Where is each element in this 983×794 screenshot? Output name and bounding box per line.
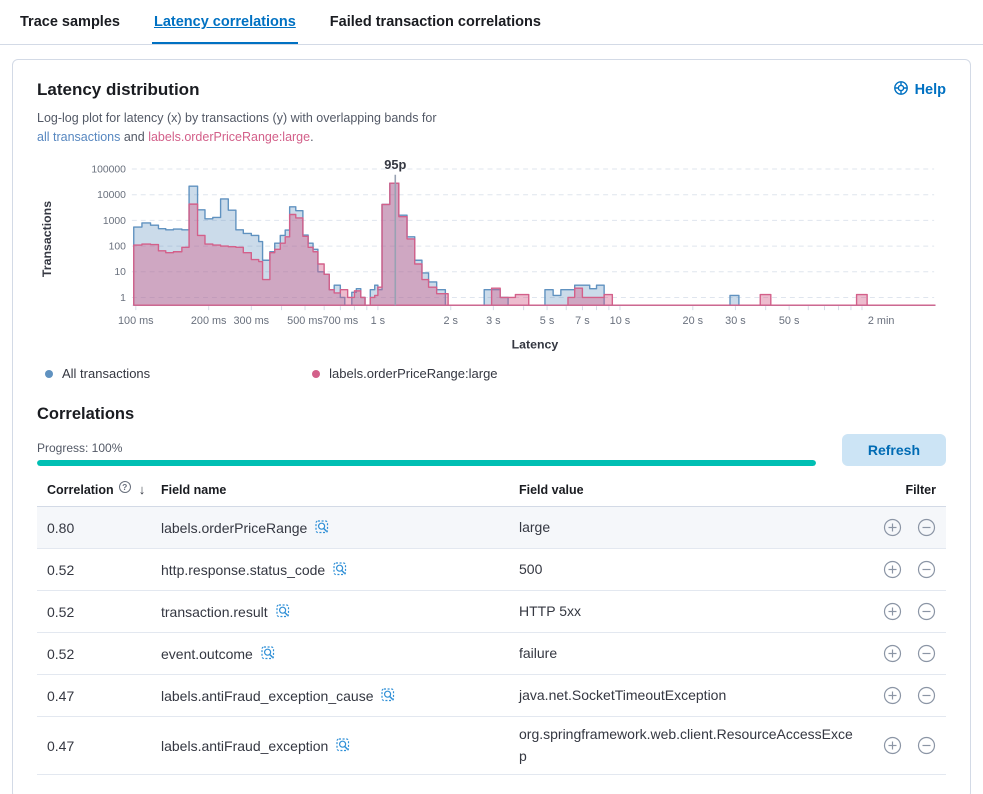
legend-item-order-price-range[interactable]	[312, 366, 497, 381]
svg-text:1: 1	[120, 292, 126, 304]
legend-dot-pink-icon	[312, 370, 320, 378]
svg-text:500 ms: 500 ms	[287, 314, 323, 327]
help-icon	[893, 80, 909, 100]
tab-trace-samples[interactable]: Trace samples	[20, 14, 120, 30]
svg-text:300 ms: 300 ms	[233, 314, 270, 327]
filter-include-icon[interactable]	[883, 518, 902, 537]
field-value: large	[519, 518, 551, 535]
chart-description-text: Log-log plot for latency (x) by transactions (y) with overlapping bands for	[37, 111, 437, 125]
svg-text:2 s: 2 s	[443, 314, 458, 327]
svg-text:10000: 10000	[97, 189, 126, 201]
field-statistics-icon[interactable]	[336, 738, 351, 753]
correlation-value: 0.52	[47, 603, 75, 620]
svg-text:95p: 95p	[384, 156, 407, 172]
legend-label: All transactions	[62, 366, 151, 382]
filter-exclude-icon[interactable]	[917, 602, 936, 621]
filter-exclude-icon[interactable]	[917, 560, 936, 579]
svg-text:1 s: 1 s	[370, 314, 386, 327]
column-header-filter: Filter	[905, 482, 936, 497]
latency-correlations-panel	[12, 59, 971, 794]
correlation-value: 0.52	[47, 561, 75, 578]
svg-text:7 s: 7 s	[575, 314, 590, 327]
column-header-field-name: Field name	[161, 482, 227, 497]
correlation-value: 0.47	[47, 687, 75, 704]
progress-bar	[37, 460, 816, 466]
period-text: .	[310, 129, 314, 144]
correlations-table-body	[37, 507, 946, 775]
field-name-value: labels.orderPriceRange	[161, 519, 308, 536]
filter-include-icon[interactable]	[883, 686, 902, 705]
sort-descending-icon[interactable]: ↓	[138, 482, 146, 498]
filter-exclude-icon[interactable]	[917, 686, 936, 705]
order-price-range-link[interactable]: labels.orderPriceRange:large	[148, 129, 311, 144]
field-name-value: event.outcome	[161, 645, 253, 662]
field-statistics-icon[interactable]	[333, 562, 348, 577]
refresh-button[interactable]: Refresh	[842, 434, 946, 466]
svg-text:10: 10	[114, 266, 126, 278]
svg-text:3 s: 3 s	[486, 314, 501, 327]
info-icon[interactable]: ?	[119, 481, 131, 493]
svg-text:10 s: 10 s	[609, 314, 631, 327]
help-label: Help	[914, 82, 946, 98]
filter-include-icon[interactable]	[883, 602, 902, 621]
field-value: 500	[519, 560, 543, 577]
field-name-value: labels.antiFraud_exception_cause	[161, 687, 374, 704]
correlation-header-label: Correlation	[47, 482, 114, 497]
filter-include-icon[interactable]	[883, 736, 902, 755]
table-row[interactable]	[37, 717, 946, 775]
latency-distribution-chart[interactable]	[37, 157, 946, 357]
svg-text:100000: 100000	[91, 163, 126, 175]
correlation-value: 0.47	[47, 737, 75, 754]
legend-item-all-transactions[interactable]	[45, 366, 150, 381]
tab-bar	[0, 0, 983, 45]
svg-text:1000: 1000	[102, 215, 126, 227]
filter-exclude-icon[interactable]	[917, 736, 936, 755]
latency-chart-svg	[37, 157, 946, 357]
help-link[interactable]	[893, 80, 946, 100]
field-statistics-icon[interactable]	[315, 520, 330, 535]
svg-text:100 ms: 100 ms	[118, 314, 154, 327]
filter-exclude-icon[interactable]	[917, 518, 936, 537]
progress-label: Progress: 100%	[37, 441, 123, 456]
correlations-table	[37, 482, 946, 775]
field-statistics-icon[interactable]	[276, 604, 291, 619]
and-text: and	[120, 129, 149, 144]
filter-include-icon[interactable]	[883, 560, 902, 579]
legend-dot-blue-icon	[45, 370, 53, 378]
svg-text:50 s: 50 s	[778, 314, 800, 327]
field-value: failure	[519, 644, 558, 661]
field-value: org.springframework.web.client.ResourceAccessExcep	[519, 726, 853, 764]
svg-text:Latency: Latency	[511, 337, 559, 352]
progress-bar-fill	[37, 460, 816, 466]
svg-text:200 ms: 200 ms	[190, 314, 227, 327]
all-transactions-link[interactable]: all transactions	[37, 129, 121, 144]
field-value: HTTP 5xx	[519, 602, 581, 619]
field-name-value: transaction.result	[161, 603, 268, 620]
legend-label: labels.orderPriceRange:large	[329, 366, 498, 382]
filter-exclude-icon[interactable]	[917, 644, 936, 663]
column-header-correlation[interactable]	[47, 482, 161, 497]
page-title: Latency distribution	[37, 80, 200, 99]
correlations-heading: Correlations	[37, 405, 135, 424]
correlation-value: 0.80	[47, 519, 75, 536]
filter-include-icon[interactable]	[883, 644, 902, 663]
svg-text:30 s: 30 s	[725, 314, 746, 327]
progress-row	[37, 434, 946, 466]
field-statistics-icon[interactable]	[261, 646, 276, 661]
table-row[interactable]	[37, 591, 946, 633]
svg-text:5 s: 5 s	[539, 314, 555, 327]
field-name-value: labels.antiFraud_exception	[161, 737, 329, 754]
column-header-field-value: Field value	[519, 482, 584, 497]
table-header-row	[37, 482, 946, 507]
field-value: java.net.SocketTimeoutException	[519, 686, 727, 703]
correlation-value: 0.52	[47, 645, 75, 662]
table-row[interactable]	[37, 633, 946, 675]
table-row[interactable]	[37, 675, 946, 717]
field-name-value: http.response.status_code	[161, 561, 326, 578]
svg-text:20 s: 20 s	[682, 314, 704, 327]
svg-text:Transactions: Transactions	[39, 200, 54, 277]
svg-text:100: 100	[108, 241, 126, 253]
field-statistics-icon[interactable]	[381, 688, 396, 703]
tab-failed-transaction-correlations[interactable]: Failed transaction correlations	[329, 14, 541, 30]
table-row[interactable]	[37, 507, 946, 549]
tab-latency-correlations[interactable]: Latency correlations	[152, 10, 298, 44]
svg-text:2 min: 2 min	[867, 314, 895, 327]
svg-text:700 ms: 700 ms	[322, 314, 359, 327]
table-row[interactable]	[37, 549, 946, 591]
chart-legend	[45, 366, 946, 381]
chart-description	[37, 109, 677, 147]
